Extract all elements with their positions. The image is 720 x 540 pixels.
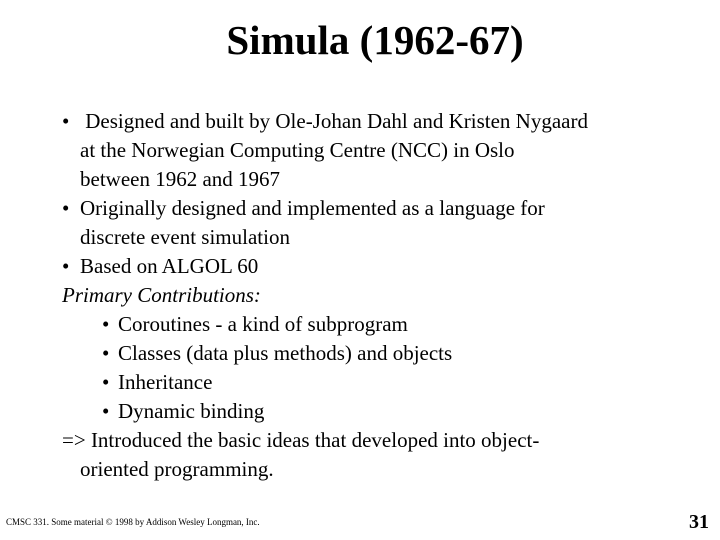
bullet-item	[62, 252, 702, 281]
contribution-item	[62, 310, 702, 339]
contributions-heading: Primary Contributions:	[62, 283, 261, 307]
conclusion-text: Introduced the basic ideas that developed into object-	[90, 428, 540, 452]
contribution-item	[62, 397, 702, 426]
slide-footer: CMSC 331. Some material © 1998 by Addison Wesley Longman, Inc.	[6, 517, 260, 527]
bullet-icon: •	[62, 196, 70, 220]
contribution-text: Coroutines - a kind of subprogram	[118, 312, 408, 336]
bullet-text: Originally designed and implemented as a language for	[80, 196, 545, 220]
bullet-icon: •	[102, 370, 110, 394]
contribution-text: Classes (data plus methods) and objects	[118, 341, 453, 365]
bullet-icon: •	[102, 312, 110, 336]
contribution-text: Inheritance	[118, 370, 213, 394]
slide-body	[62, 107, 702, 484]
conclusion-continuation: oriented programming.	[80, 457, 274, 481]
bullet-icon: •	[102, 341, 110, 365]
contribution-item	[62, 368, 702, 397]
arrow-prefix: =>	[62, 428, 86, 452]
conclusion-line	[62, 426, 702, 455]
bullet-continuation: discrete event simulation	[80, 225, 290, 249]
bullet-item	[62, 107, 702, 136]
bullet-icon: •	[102, 399, 110, 423]
bullet-item	[62, 194, 702, 223]
bullet-text: Based on ALGOL 60	[80, 254, 259, 278]
bullet-icon: •	[62, 109, 70, 133]
bullet-continuation: at the Norwegian Computing Centre (NCC) in Oslo	[80, 138, 515, 162]
contribution-text: Dynamic binding	[118, 399, 265, 423]
contribution-item	[62, 339, 702, 368]
bullet-text: Designed and built by Ole-Johan Dahl and Kristen Nygaard	[80, 109, 588, 133]
bullet-continuation: between 1962 and 1967	[80, 167, 281, 191]
page-number: 31	[689, 511, 709, 533]
bullet-icon: •	[62, 254, 70, 278]
slide-title: Simula (1962-67)	[226, 17, 524, 63]
